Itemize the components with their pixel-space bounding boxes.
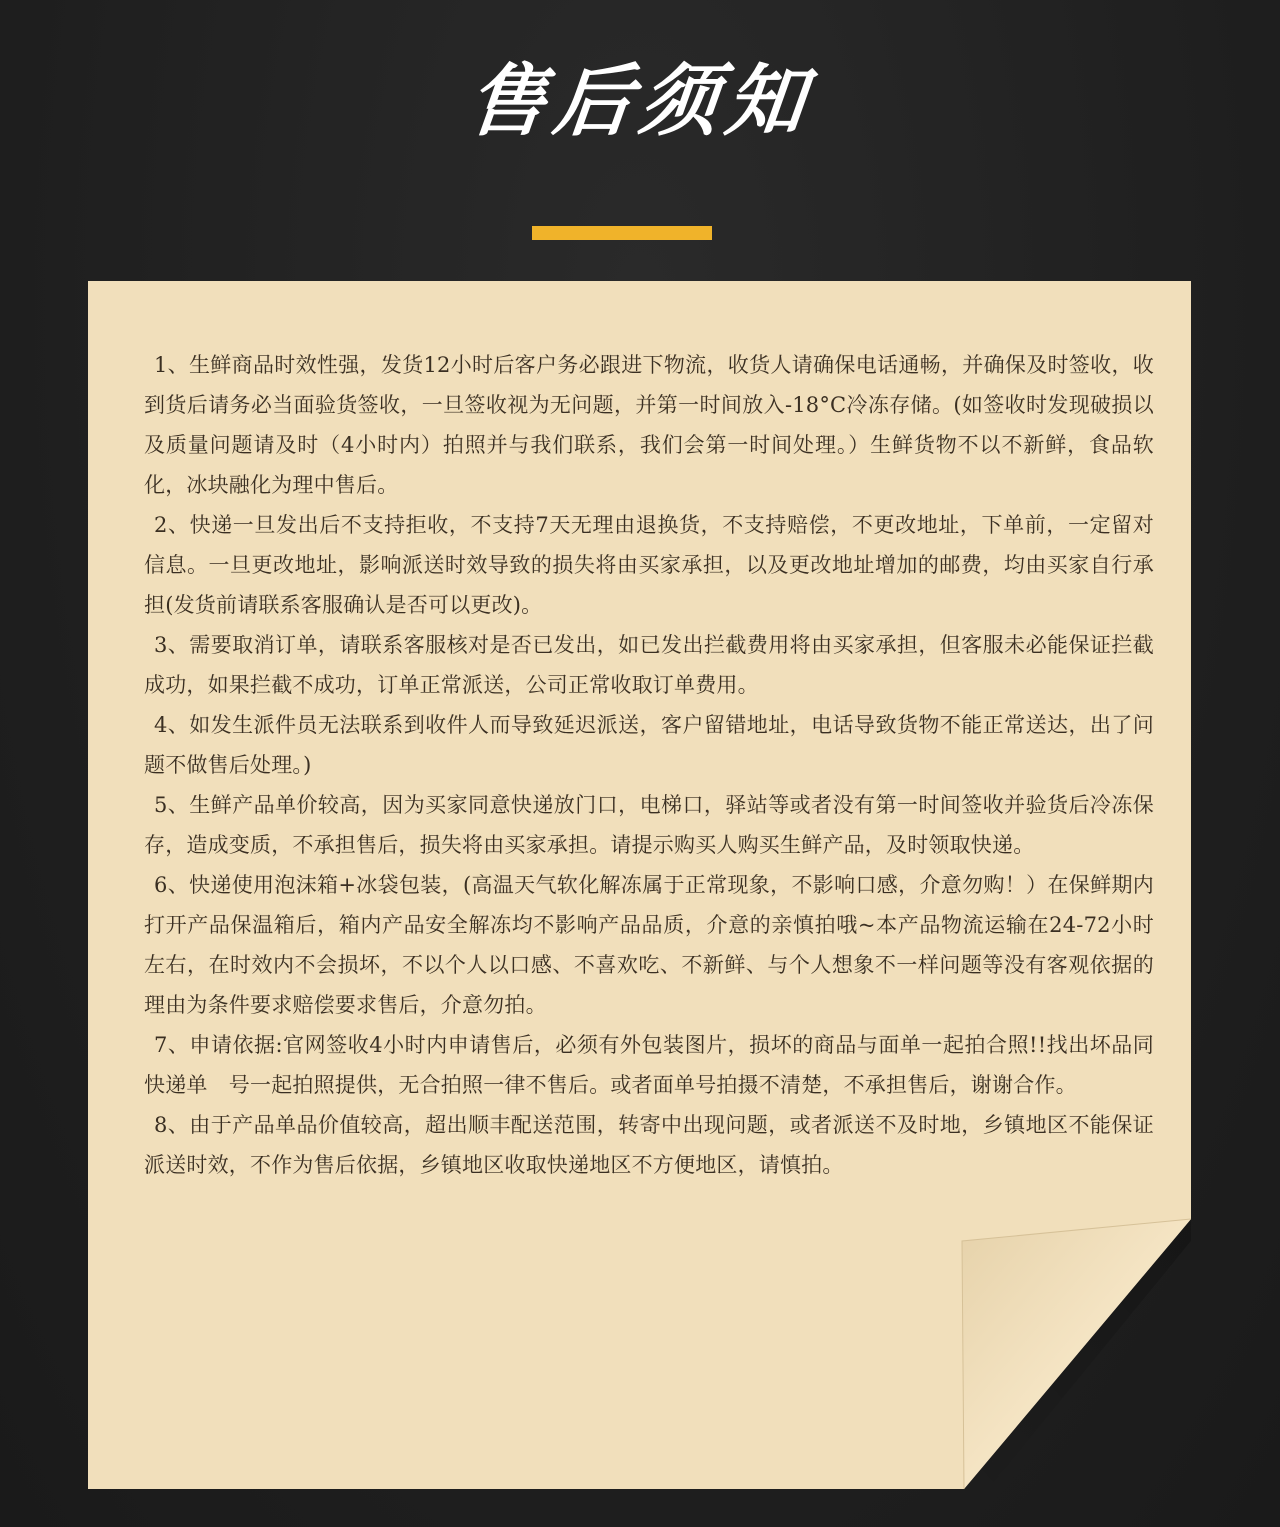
- note-item-7: 7、申请依据:官网签收4小时内申请售后，必须有外包装图片，损坏的商品与面单一起拍合照!!找出坏品同快递单 号一起拍照提供，无合拍照一律不售后。或者面单号拍摄不清楚，不承担售后，谢谢合作。: [144, 1033, 1154, 1097]
- note-item-8: 8、由于产品单品价值较高，超出顺丰配送范围，转寄中出现问题，或者派送不及时地，乡镇地区不能保证派送时效，不作为售后依据，乡镇地区收取快递地区不方便地区，请慎拍。: [144, 1113, 1154, 1177]
- title-underline: [532, 226, 712, 240]
- note-item-2: 2、快递一旦发出后不支持拒收，不支持7天无理由退换货，不支持赔偿，不更改地址，下单前，一定留对信息。一旦更改地址，影响派送时效导致的损失将由买家承担，以及更改地址增加的邮费，均由买家自行承担(发货前请联系客服确认是否可以更改)。: [144, 513, 1154, 617]
- note-item-4: 4、如发生派件员无法联系到收件人而导致延迟派送，客户留错地址，电话导致货物不能正常送达，出了问题不做售后处理。): [144, 713, 1154, 777]
- note-item-1: 1、生鲜商品时效性强，发货12小时后客户务必跟进下物流，收货人请确保电话通畅，并确保及时签收，收到货后请务必当面验货签收，一旦签收视为无问题，并第一时间放入-18°C冷冻存储。(如签收时发现破损以及质量问题请及时（4小时内）拍照并与我们联系，我们会第一时间处理。）生鲜货物不以不新鲜，食品软化，冰块融化为理中售后。: [144, 353, 1154, 497]
- page-title: 售后须知: [463, 57, 817, 147]
- note-item-5: 5、生鲜产品单价较高，因为买家同意快递放门口，电梯口，驿站等或者没有第一时间签收并验货后冷冻保存，造成变质，不承担售后，损失将由买家承担。请提示购买人购买生鲜产品，及时领取快递。: [144, 793, 1154, 857]
- after-sales-notes: [144, 345, 1154, 1185]
- note-item-6: 6、快递使用泡沫箱+冰袋包装，(高温天气软化解冻属于正常现象，不影响口感，介意勿购！）在保鲜期内打开产品保温箱后，箱内产品安全解冻均不影响产品品质，介意的亲慎拍哦~本产品物流运输在24-72小时左右，在时效内不会损坏，不以个人以口感、不喜欢吃、不新鲜、与个人想象不一样问题等没有客观依据的理由为条件要求赔偿要求售后，介意勿拍。: [144, 873, 1154, 1017]
- note-item-3: 3、需要取消订单，请联系客服核对是否已发出，如已发出拦截费用将由买家承担，但客服未必能保证拦截成功，如果拦截不成功，订单正常派送，公司正常收取订单费用。: [144, 633, 1154, 697]
